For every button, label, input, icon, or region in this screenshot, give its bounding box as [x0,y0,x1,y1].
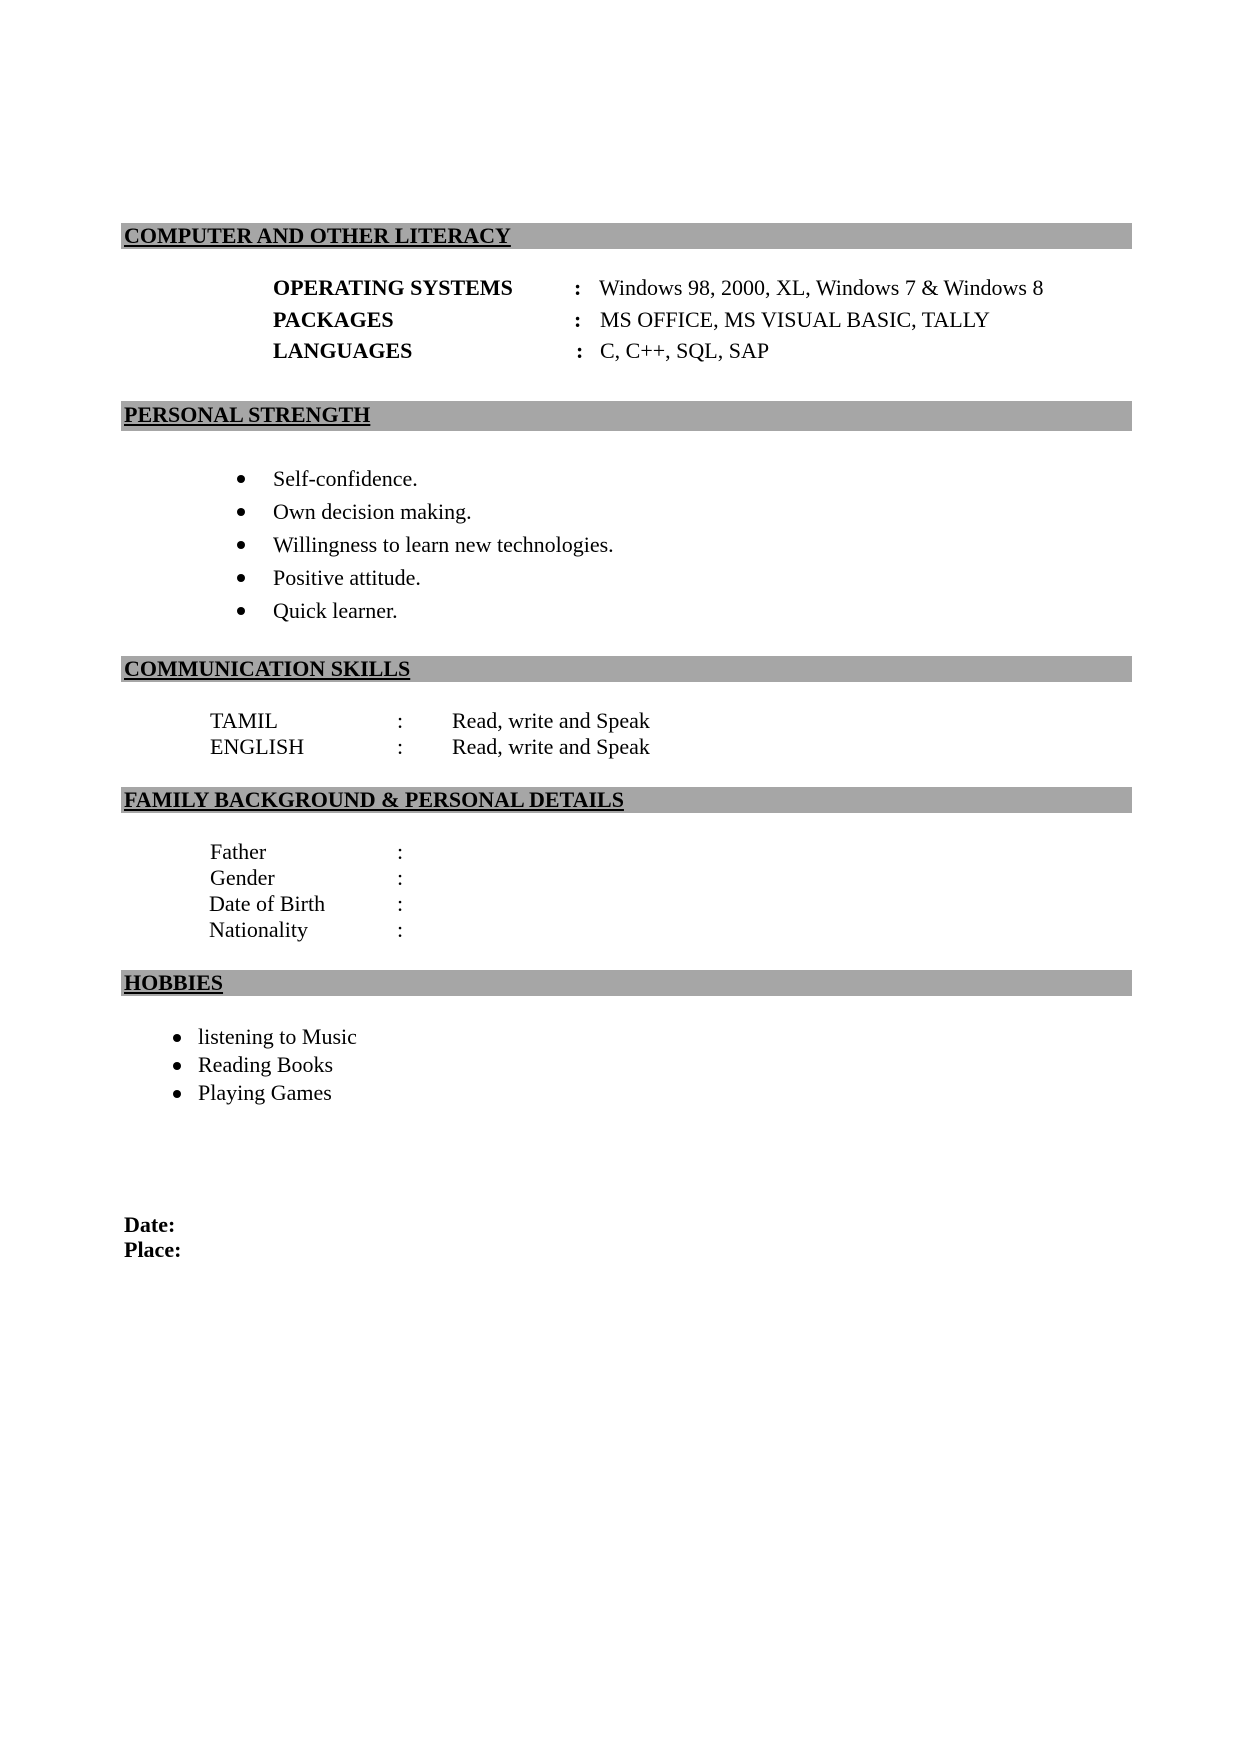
language-value-tamil: Read, write and Speak [452,708,650,733]
strength-item: Quick learner. [273,598,398,623]
literacy-sep: : [574,307,582,332]
family-label-date-of-birth: Date of Birth [209,891,326,916]
bullet-icon [237,607,245,615]
language-label-tamil: TAMIL [210,708,278,733]
section-header-family-background [121,787,1132,813]
section-title: COMPUTER AND OTHER LITERACY [124,223,511,248]
section-title: COMMUNICATION SKILLS [124,656,411,681]
language-label-english: ENGLISH [210,734,305,759]
family-sep: : [397,917,404,942]
literacy-label-packages: PACKAGES [273,307,394,332]
bullet-icon [173,1090,181,1098]
section-header-computer-literacy [121,223,1132,249]
literacy-value-languages: C, C++, SQL, SAP [600,338,770,363]
literacy-sep: : [576,338,584,363]
strength-item: Willingness to learn new technologies. [273,532,614,557]
section-title: PERSONAL STRENGTH [124,402,371,427]
bullet-icon [237,541,245,549]
strength-item: Own decision making. [273,499,472,524]
family-sep: : [397,891,404,916]
language-sep: : [397,734,404,759]
family-sep: : [397,865,404,890]
family-label-father: Father [210,839,267,864]
section-header-personal-strength [121,401,1132,431]
language-sep: : [397,708,404,733]
hobby-item: Reading Books [198,1052,334,1077]
section-header-communication-skills [121,656,1132,682]
strength-item: Self-confidence. [273,466,418,491]
family-label-nationality: Nationality [209,917,308,942]
literacy-label-operating-systems: OPERATING SYSTEMS [273,275,513,300]
language-value-english: Read, write and Speak [452,734,650,759]
strength-item: Positive attitude. [273,565,421,590]
section-title: HOBBIES [124,970,224,995]
literacy-label-languages: LANGUAGES [273,338,413,363]
family-label-gender: Gender [210,865,275,890]
family-sep: : [397,839,404,864]
bullet-icon [173,1034,181,1042]
date-label: Date: [124,1212,176,1237]
bullet-icon [237,475,245,483]
section-header-hobbies [121,970,1132,996]
literacy-value-operating-systems: Windows 98, 2000, XL, Windows 7 & Windows 8 [599,275,1044,300]
literacy-sep: : [574,275,582,300]
section-title: FAMILY BACKGROUND & PERSONAL DETAILS [124,787,624,812]
bullet-icon [237,574,245,582]
place-label: Place: [124,1237,182,1262]
bullet-icon [237,508,245,516]
literacy-value-packages: MS OFFICE, MS VISUAL BASIC, TALLY [600,307,990,332]
hobby-item: Playing Games [198,1080,332,1105]
hobby-item: listening to Music [198,1024,357,1049]
bullet-icon [173,1062,181,1070]
